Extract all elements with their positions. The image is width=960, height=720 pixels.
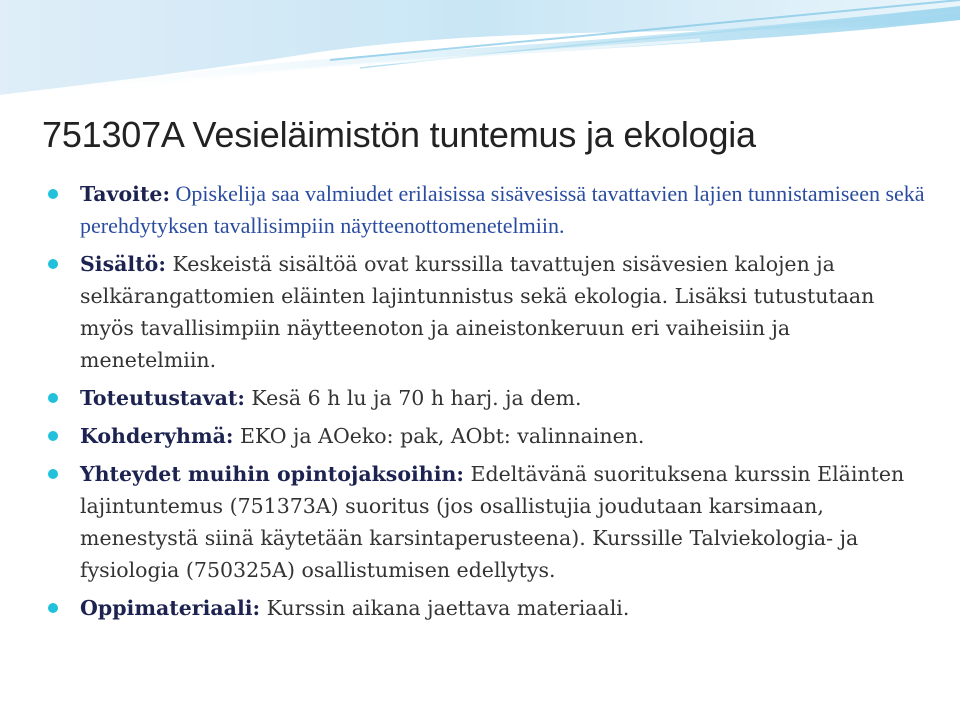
bullet-text: Kesä 6 h lu ja 70 h harj. ja dem. [244,386,582,410]
bullet-item-toteutustavat [48,382,928,414]
bullet-text: Kurssin aikana jaettava materiaali. [260,596,630,620]
bullet-item-kohderyhma [48,420,928,452]
bullet-label: Yhteydet muihin opintojaksoihin: [80,462,464,486]
bullet-text: Opiskelija saa valmiudet erilaisissa sisävesissä tavattavien lajien tunnistamiseen sekä perehdytyksen tavallisimpiin näytteenottomenetelmiin. [80,181,925,238]
bullet-label: Sisältö: [80,252,166,276]
bullet-icon [48,469,58,479]
bullet-label: Toteutustavat: [80,386,245,410]
bullet-item-oppimateriaali [48,592,928,624]
bullet-item-yhteydet [48,458,928,586]
bullet-icon [48,603,58,613]
header-wave-decoration [0,0,960,110]
bullet-icon [48,259,58,269]
bullet-item-tavoite [48,178,928,242]
bullet-label: Tavoite: [80,182,171,206]
bullet-item-sisalto [48,248,928,376]
bullet-icon [48,431,58,441]
bullet-icon [48,393,58,403]
bullet-text: EKO ja AOeko: pak, AObt: valinnainen. [233,424,645,448]
bullet-label: Kohderyhmä: [80,424,234,448]
page-title: 751307A Vesieläimistön tuntemus ja ekologia [42,114,756,155]
bullet-icon [48,189,58,199]
bullet-list [48,178,928,630]
bullet-text: Edeltävänä suorituksena kurssin Eläinten lajintuntemus (751373A) suoritus (jos osallistujia joudutaan karsimaan, menestystä siinä käytetään karsintaperusteena). Kurssille Talviekologia- ja fysiologia (750325A) osallistumisen edellytys. [80,462,905,582]
bullet-text: Keskeistä sisältöä ovat kurssilla tavattujen sisävesien kalojen ja selkärangattomien eläinten lajintunnistus sekä ekologia. Lisäksi tutustutaan myös tavallisimpiin näytteenoton ja aineistonkeruun eri vaiheisiin ja menetelmiin. [80,252,875,372]
bullet-label: Oppimateriaali: [80,596,261,620]
